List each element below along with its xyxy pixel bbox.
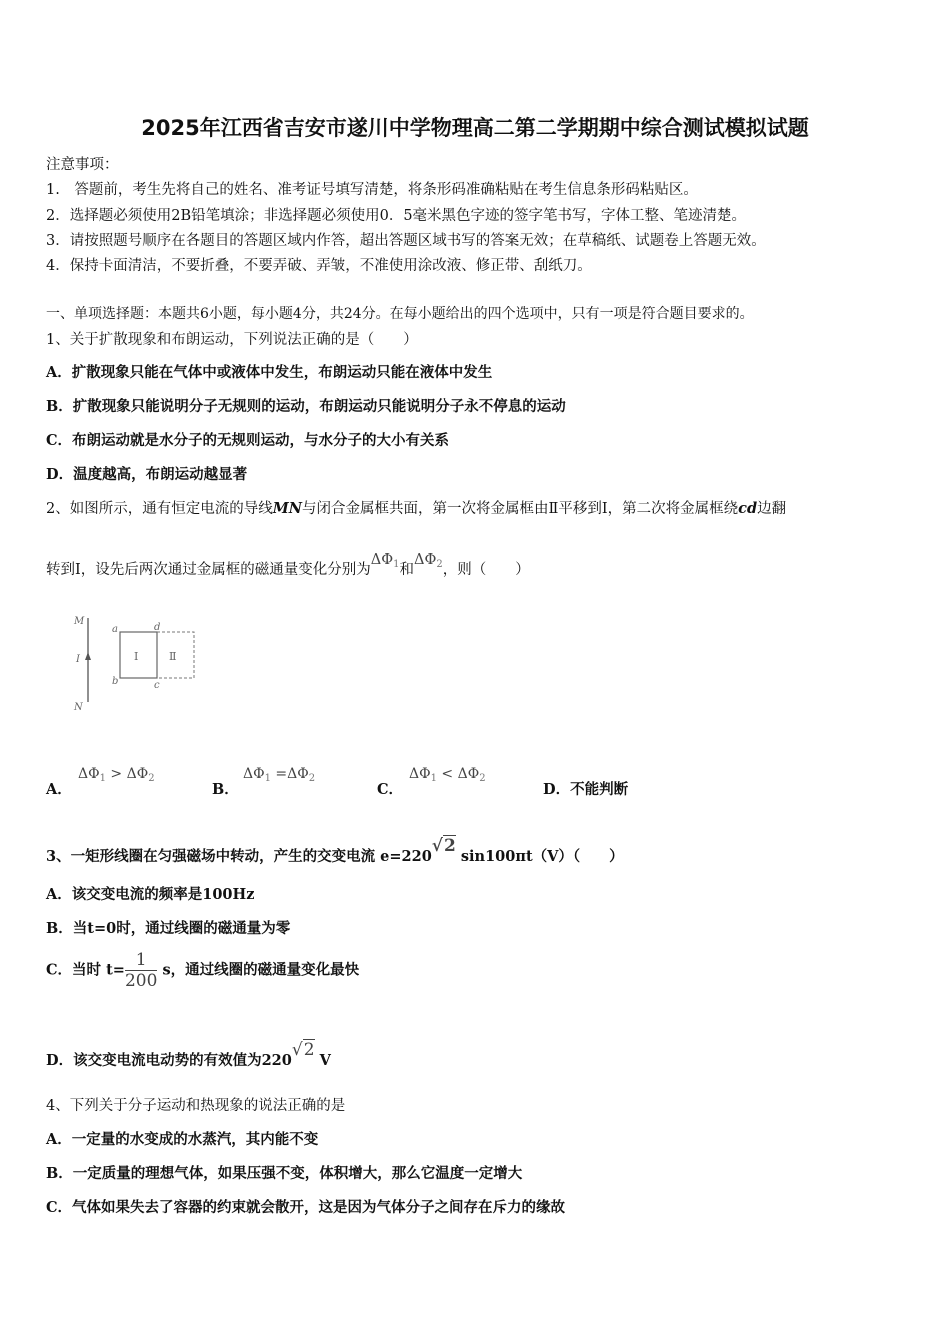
delta-phi-symbol: ΔΦ bbox=[457, 766, 480, 782]
label-b: b bbox=[112, 676, 119, 687]
radicand: 2 bbox=[303, 1040, 315, 1060]
notice-item: 1. 答题前，考生先将自己的姓名、准考证号填写清楚，将条形码准确粘贴在考生信息条形码粘贴区。 bbox=[46, 182, 698, 198]
question-2-stem-line2 bbox=[46, 552, 530, 580]
delta-phi-symbol: ΔΦ bbox=[287, 766, 309, 782]
question-1-stem: 1、关于扩散现象和布朗运动，下列说法正确的是（ ） bbox=[46, 332, 418, 348]
question-2-stem-line1 bbox=[46, 497, 786, 518]
label-c: c bbox=[154, 680, 160, 691]
q2-text: 边翻 bbox=[757, 501, 787, 517]
q3-text: sin100πt（V）（ ） bbox=[460, 848, 624, 865]
q3-text: 3、一矩形线圈在匀强磁场中转动，产生的交变电流 e=220 bbox=[46, 848, 432, 865]
delta-phi-symbol: ΔΦ bbox=[413, 552, 437, 568]
q2-and: 和 bbox=[399, 562, 414, 578]
delta-phi-symbol: ΔΦ bbox=[78, 766, 100, 782]
subscript: 1 bbox=[430, 773, 437, 784]
question-4-stem: 4、下列关于分子运动和热现象的说法正确的是 bbox=[46, 1098, 346, 1114]
question-4-option-a: A．一定量的水变成的水蒸汽，其内能不变 bbox=[46, 1131, 319, 1148]
question-3-option-d bbox=[46, 1040, 331, 1070]
question-2-option-b bbox=[243, 766, 315, 784]
question-1-option-d: D．温度越高，布朗运动越显著 bbox=[46, 466, 248, 483]
label-region-2: Ⅱ bbox=[169, 650, 177, 663]
subscript: 1 bbox=[393, 559, 400, 570]
question-2-option-a bbox=[78, 766, 155, 784]
frame-region-1 bbox=[120, 632, 157, 678]
sqrt-2: √2 bbox=[291, 1040, 315, 1060]
label-i: I bbox=[76, 654, 80, 665]
delta-phi-symbol: ΔΦ bbox=[243, 766, 265, 782]
notice-item: 4．保持卡面清洁，不要折叠，不要弄破、弄皱，不准使用涂改液、修正带、刮纸刀。 bbox=[46, 258, 592, 274]
q3-d-text: V bbox=[319, 1052, 331, 1069]
current-arrow bbox=[85, 652, 91, 660]
question-1-option-b: B．扩散现象只能说明分子无规则的运动，布朗运动只能说明分子永不停息的运动 bbox=[46, 398, 566, 415]
subscript: 2 bbox=[479, 773, 486, 784]
subscript: 1 bbox=[264, 773, 271, 784]
label-region-1: Ⅰ bbox=[134, 650, 139, 663]
question-2-option-c-label: C． bbox=[377, 781, 404, 798]
subscript: 2 bbox=[436, 559, 443, 570]
q3-c-text: s，通过线圈的磁通量变化最快 bbox=[162, 961, 360, 979]
question-3-option-a: A．该交变电流的频率是100Hz bbox=[46, 886, 255, 903]
sqrt-2: √2 bbox=[431, 836, 456, 856]
q2-mn: MN bbox=[272, 500, 303, 517]
label-a: a bbox=[112, 624, 118, 635]
subscript: 1 bbox=[99, 773, 106, 784]
q3-d-text: D．该交变电流电动势的有效值为220 bbox=[46, 1052, 292, 1069]
question-1-option-c: C．布朗运动就是水分子的无规则运动，与水分子的大小有关系 bbox=[46, 432, 450, 449]
subscript: 2 bbox=[308, 773, 316, 784]
relation: = bbox=[275, 766, 288, 782]
q3-c-text: C．当时 t= bbox=[46, 961, 125, 979]
question-3-option-c bbox=[46, 950, 359, 991]
label-m: M bbox=[74, 616, 85, 627]
numerator: 1 bbox=[125, 950, 157, 971]
question-4-option-c: C．气体如果失去了容器的约束就会散开，这是因为气体分子之间存在斥力的缘故 bbox=[46, 1199, 566, 1216]
question-3-option-b: B．当t=0时，通过线圈的磁通量为零 bbox=[46, 920, 291, 937]
q2-text: 转到Ⅰ，设先后两次通过金属框的磁通量变化分别为 bbox=[46, 562, 371, 578]
relation: < bbox=[441, 766, 454, 782]
label-d: d bbox=[154, 622, 161, 633]
question-2-option-b-label: B． bbox=[212, 781, 239, 798]
notice-item: 2．选择题必须使用2B铅笔填涂；非选择题必须使用0．5毫米黑色字迹的签字笔书写，字体工整、笔迹清楚。 bbox=[46, 208, 747, 224]
question-1-option-a: A．扩散现象只能在气体中或液体中发生，布朗运动只能在液体中发生 bbox=[46, 364, 493, 381]
relation: > bbox=[110, 766, 123, 782]
fraction-1-200 bbox=[125, 950, 157, 991]
delta-phi-symbol: ΔΦ bbox=[370, 552, 394, 568]
q2-text: 与闭合金属框共面，第一次将金属框由Ⅱ平移到Ⅰ，第二次将金属框绕 bbox=[302, 501, 739, 517]
notice-item: 3．请按照题号顺序在各题目的答题区域内作答，超出答题区域书写的答案无效；在草稿纸、试题卷上答题无效。 bbox=[46, 233, 766, 249]
notice-heading: 注意事项： bbox=[46, 157, 119, 173]
question-2-option-c bbox=[409, 766, 486, 784]
label-n: N bbox=[74, 702, 83, 713]
q2-text: 2、如图所示，通有恒定电流的导线 bbox=[46, 501, 273, 517]
wire-frame-figure bbox=[70, 612, 210, 717]
question-4-option-b: B．一定质量的理想气体，如果压强不变，体积增大，那么它温度一定增大 bbox=[46, 1165, 523, 1182]
subscript: 2 bbox=[148, 773, 155, 784]
delta-phi-1 bbox=[371, 552, 400, 568]
question-2-option-a-label: A． bbox=[46, 781, 72, 798]
denominator: 200 bbox=[124, 971, 158, 991]
question-2-option-d: D．不能判断 bbox=[543, 781, 629, 798]
delta-phi-2 bbox=[414, 552, 443, 568]
delta-phi-symbol: ΔΦ bbox=[409, 766, 431, 782]
q2-cd: cd bbox=[738, 500, 758, 517]
section-heading: 一、单项选择题：本题共6小题，每小题4分，共24分。在每小题给出的四个选项中，只有一项是符合题目要求的。 bbox=[46, 306, 754, 322]
radicand: 2 bbox=[443, 836, 456, 856]
page-title: 2025年江西省吉安市遂川中学物理高二第二学期期中综合测试模拟试题 bbox=[141, 116, 809, 140]
q2-text: ，则（ ） bbox=[442, 562, 530, 578]
question-3-stem bbox=[46, 836, 624, 866]
delta-phi-symbol: ΔΦ bbox=[126, 766, 149, 782]
